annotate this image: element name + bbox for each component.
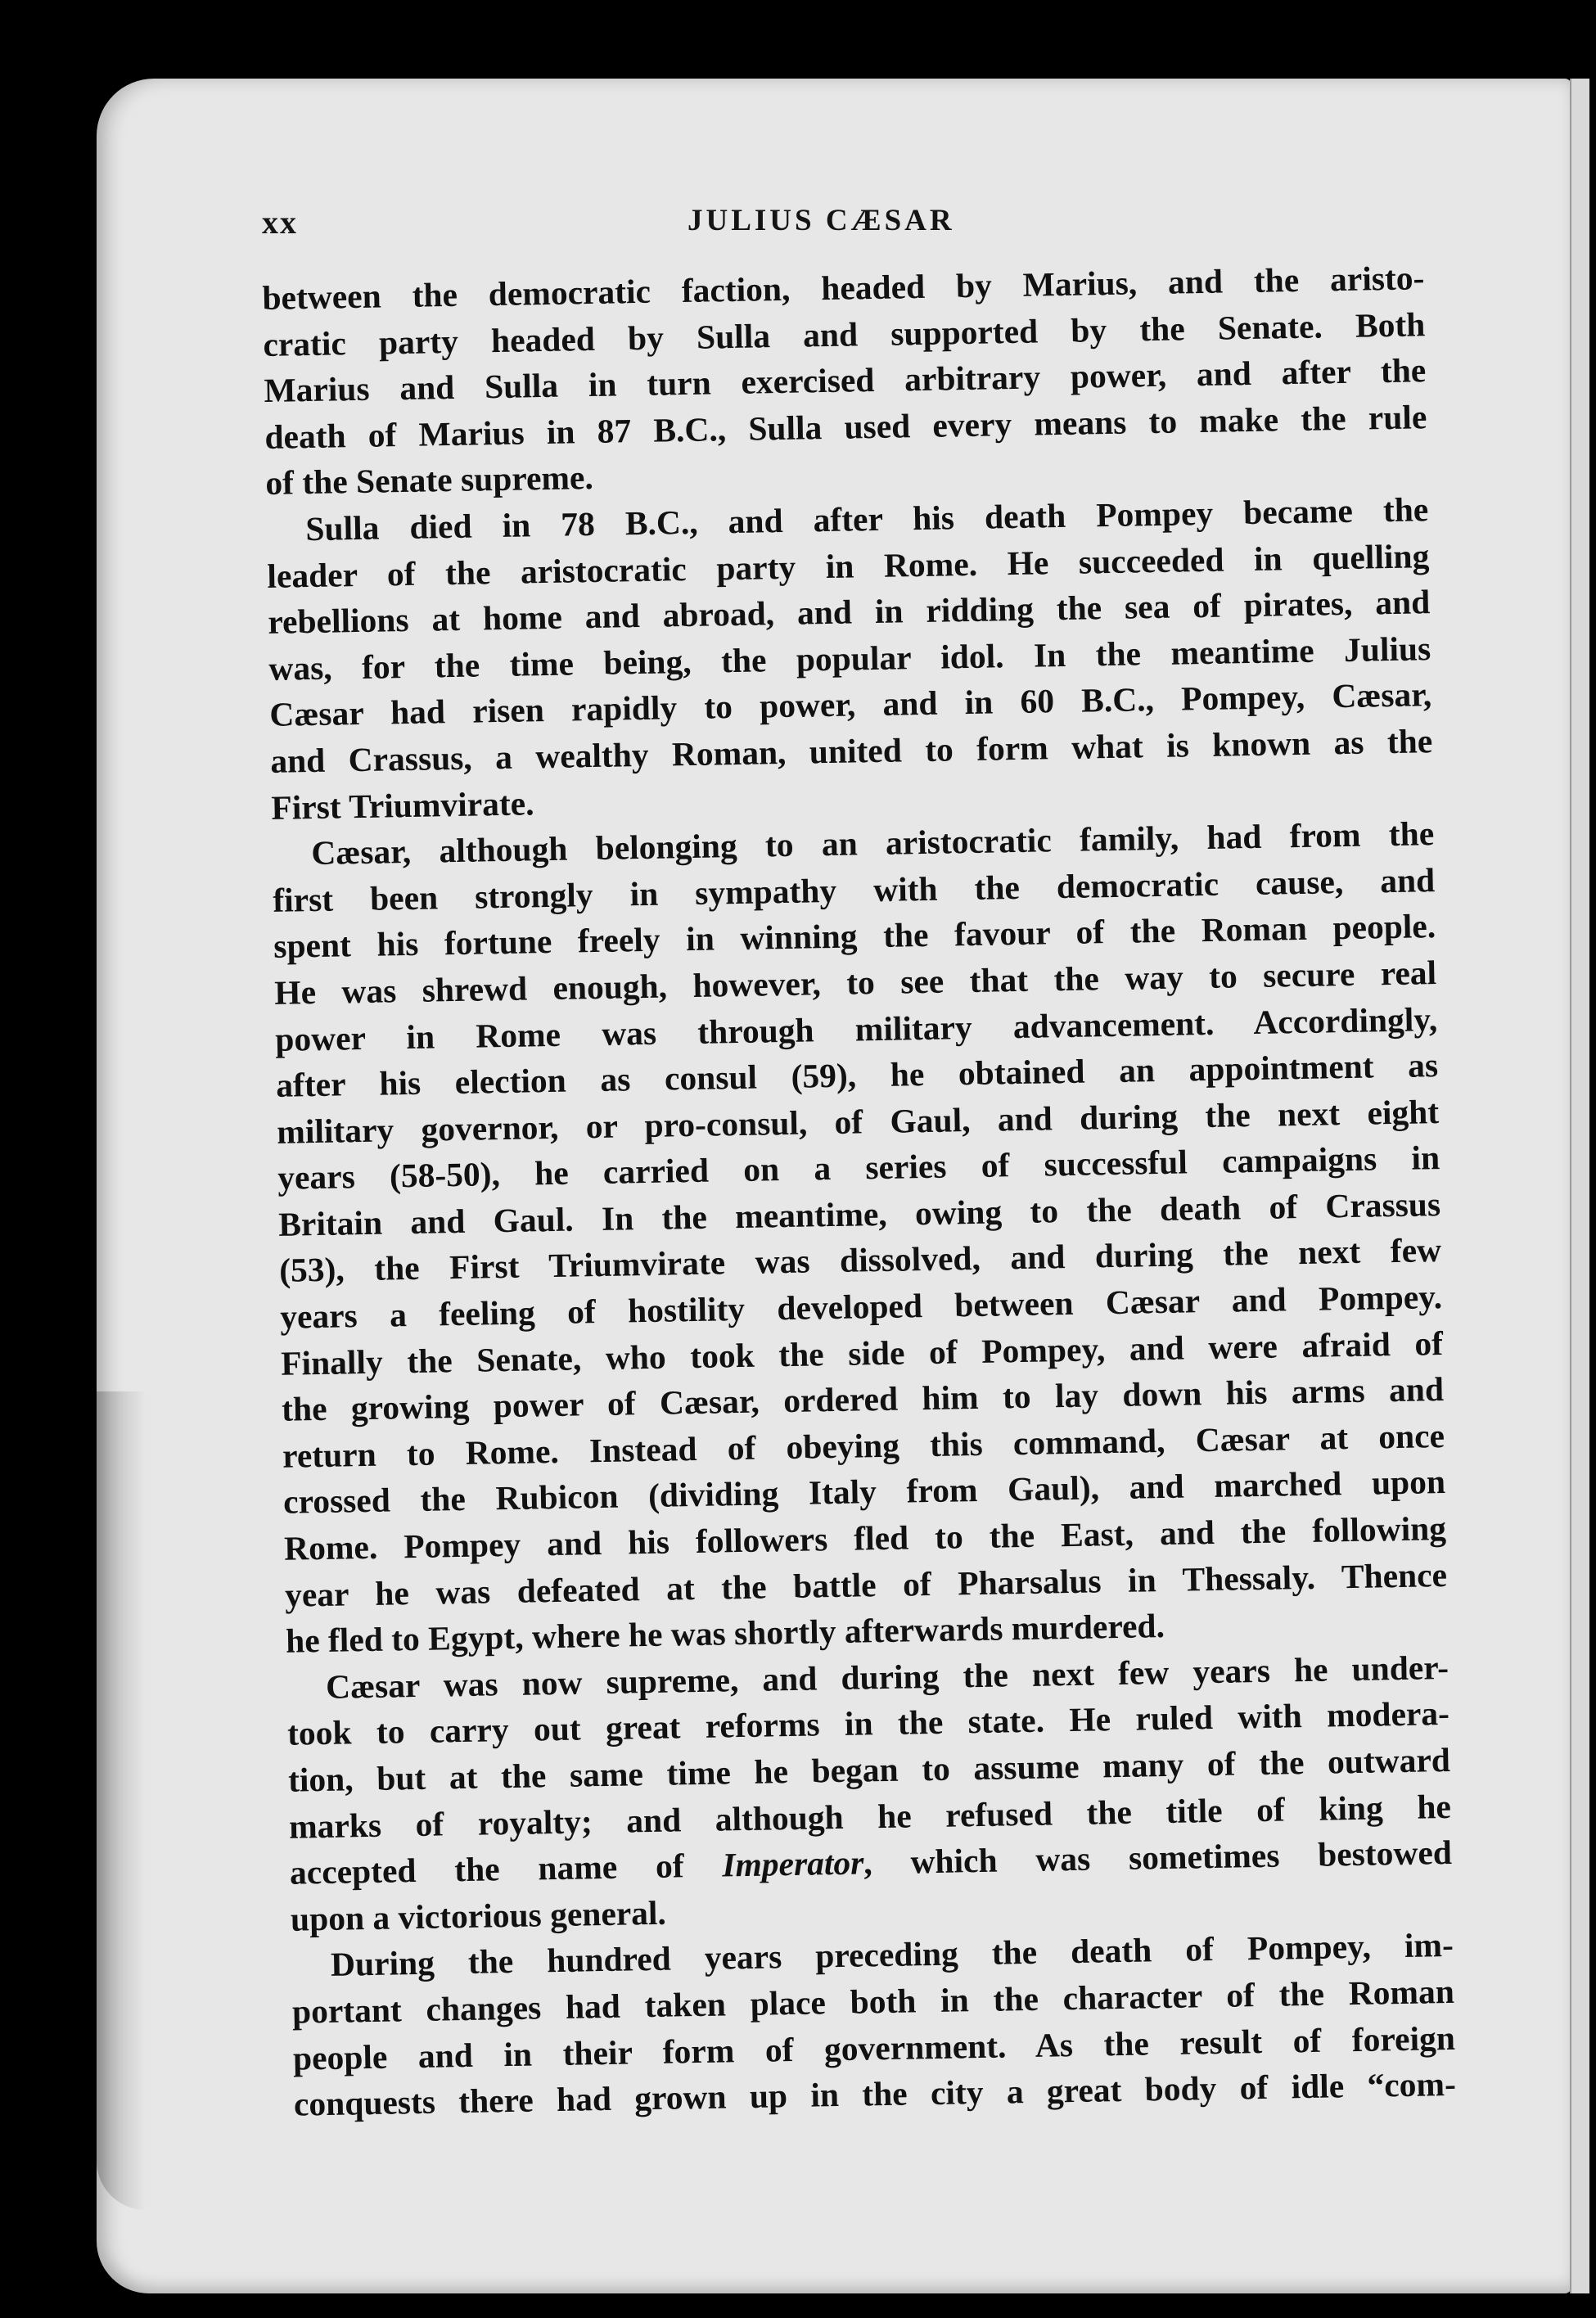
- text-line: spent his fortune freely in winning the favour of the Roman people.: [273, 907, 1436, 966]
- text-line: (53), the First Triumvirate was dissolved, and during the next few: [278, 1231, 1442, 1290]
- text-line: after his election as consul (59), he obtained an appointment as: [275, 1046, 1439, 1104]
- page-header: [262, 203, 1424, 260]
- text-line: Cæsar, although belonging to an aristocratic family, had from the: [310, 814, 1435, 873]
- text-line: Finally the Senate, who took the side of Pompey, and were afraid of: [280, 1324, 1444, 1382]
- text-line: between the democratic faction, headed by Marius, and the aristo-: [262, 259, 1425, 317]
- text-line: cratic party headed by Sulla and supported by the Senate. Both: [263, 304, 1426, 363]
- italic-term: Imperator: [721, 1843, 864, 1884]
- spine-shadow: [97, 1391, 146, 2210]
- text-line: military governor, or pro-consul, of Gaul, and during the next eight: [276, 1092, 1440, 1151]
- text-line: people and in their form of government. As the result of foreign: [292, 2018, 1456, 2077]
- text-line: leader of the aristocratic party in Rome. He succeeded in quelling: [267, 536, 1430, 595]
- text-line: power in Rome was through military advancement. Accordingly,: [274, 999, 1438, 1058]
- page-edge: [1570, 79, 1589, 2293]
- text-line: Sulla died in 78 B.C., and after his death Pompey became the: [305, 490, 1429, 548]
- text-line: He was shrewd enough, however, to see that the way to secure real: [273, 953, 1437, 1012]
- text-fragment: accepted the name of: [289, 1846, 723, 1892]
- text-line: Britain and Gaul. In the meantime, owing to the death of Crassus: [277, 1184, 1441, 1243]
- text-line: of the Senate supreme.: [265, 458, 594, 503]
- text-line: year he was defeated at the battle of Pharsalus in Thessaly. Thence: [284, 1555, 1448, 1614]
- text-line: Cæsar had risen rapidly to power, and in 60 B.C., Pompey, Cæsar,: [268, 675, 1432, 734]
- page-number: xx: [262, 204, 298, 241]
- text-fragment: , which was sometimes bestowed: [863, 1833, 1453, 1882]
- text-line: crossed the Rubicon (dividing Italy from Gaul), and marched upon: [282, 1463, 1446, 1522]
- text-line: was, for the time being, the popular idol. In the meantime Julius: [268, 629, 1431, 688]
- text-line: years a feeling of hostility developed between Cæsar and Pompey.: [279, 1278, 1443, 1336]
- text-line: tion, but at the same time he began to assume many of the outward: [287, 1740, 1451, 1799]
- running-title: JULIUS CÆSAR: [688, 204, 955, 237]
- text-line: conquests there had grown up in the city a great body of idle “com-: [293, 2065, 1457, 2123]
- text-line: years (58-50), he carried on a series of successful campaigns in: [277, 1139, 1440, 1197]
- text-line: First Triumvirate.: [270, 783, 534, 827]
- text-line: first been strongly in sympathy with the democratic cause, and: [272, 860, 1436, 919]
- text-line: return to Rome. Instead of obeying this command, Cæsar at once: [282, 1416, 1445, 1475]
- text-line: and Crassus, a wealthy Roman, united to form what is known as the: [269, 722, 1433, 780]
- text-line: the growing power of Cæsar, ordered him to lay down his arms and: [281, 1370, 1445, 1429]
- text-line: Marius and Sulla in turn exercised arbitrary power, and after the: [264, 351, 1427, 410]
- text-line: upon a victorious general.: [290, 1893, 667, 1938]
- body-text: [262, 255, 1456, 2127]
- text-line: marks of royalty; and although he refused the title of king he: [288, 1787, 1452, 1846]
- text-line: death of Marius in 87 B.C., Sulla used every means to make the rule: [264, 397, 1427, 456]
- text-line: he fled to Egypt, where he was shortly afterwards murdered.: [285, 1607, 1165, 1660]
- text-line: Cæsar was now supreme, and during the next few years he under-: [325, 1648, 1449, 1706]
- text-line: Rome. Pompey and his followers fled to the East, and the following: [283, 1509, 1447, 1567]
- text-line: During the hundred years preceding the death of Pompey, im-: [330, 1926, 1454, 1984]
- text-line: portant changes had taken place both in the character of the Roman: [291, 1972, 1455, 2031]
- text-line: took to carry out great reforms in the state. He ruled with modera-: [286, 1694, 1450, 1753]
- text-line: rebellions at home and abroad, and in ridding the sea of pirates, and: [268, 583, 1431, 642]
